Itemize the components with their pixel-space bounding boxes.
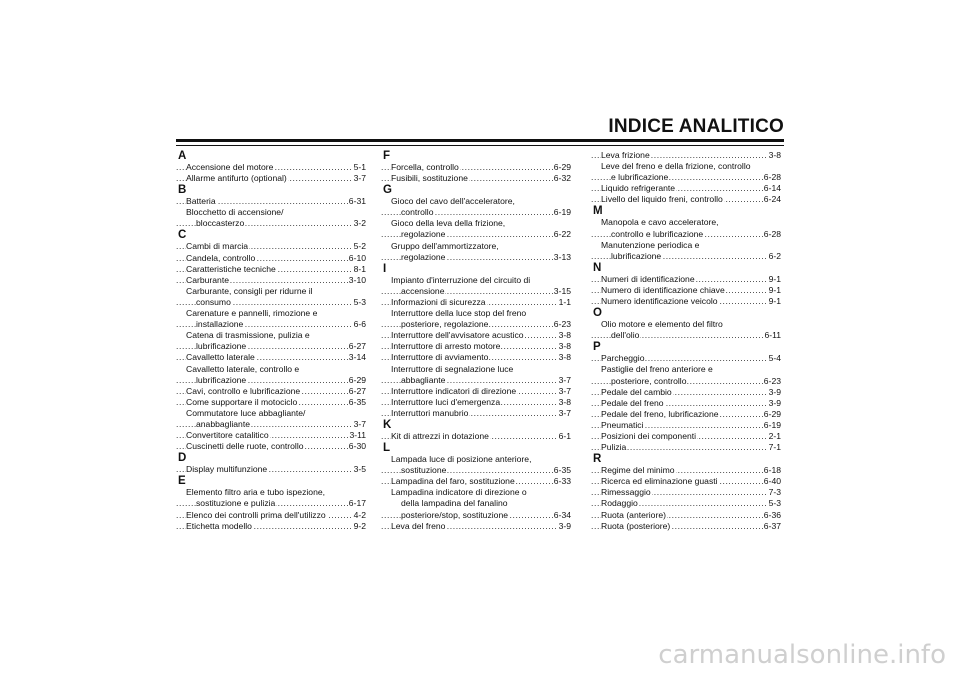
index-entry-page: 7-1 (768, 442, 781, 453)
index-entry (591, 183, 781, 194)
index-entry-page: 6-32 (553, 173, 571, 184)
index-entry-text: Gioco del cavo dell'acceleratore, (391, 196, 515, 207)
index-entry-text: Interruttore di arresto motore (391, 341, 501, 352)
index-entry-text: Numeri di identificazione (601, 273, 695, 284)
index-entry-text: Interruttore di avviamento (391, 352, 489, 363)
index-entry-page: 6-31 (348, 196, 366, 207)
index-entry (381, 521, 571, 532)
index-entry-text: Pedale del cambio (601, 386, 672, 397)
index-entry (591, 476, 781, 487)
index-entry-text: Interruttore indicatori di direzione (391, 385, 517, 396)
index-entry (381, 476, 571, 487)
index-entry (176, 173, 366, 184)
index-entry-text: anabbagliante (196, 418, 251, 429)
index-entry-text: Pastiglie del freno anteriore e (601, 364, 713, 375)
index-entry-text: Leva frizione (601, 150, 650, 160)
index-entry-page: 6-18 (763, 465, 781, 476)
index-entry-page: 3-7 (558, 385, 571, 396)
index-entry-page: 6-23 (763, 375, 781, 386)
index-entry-text: Parcheggio (601, 353, 645, 364)
index-entry (591, 387, 781, 398)
index-entry (591, 285, 781, 296)
index-entry-text: Commutatore luce abbagliante/ (186, 407, 306, 418)
index-entry (381, 364, 571, 375)
index-entry (381, 229, 571, 240)
index-entry (381, 297, 571, 308)
index-entry (176, 286, 366, 297)
index-entry-page: 6-37 (763, 520, 781, 531)
index-entry-page: 3-15 (553, 285, 571, 296)
index-entry-page: 6-11 (764, 330, 781, 341)
index-entry-page: 6-27 (348, 385, 366, 396)
index-entry (176, 430, 366, 441)
index-entry (176, 441, 366, 452)
index-entry-text: posteriore/stop, sostituzione (401, 509, 509, 520)
index-letter-heading: B (178, 184, 187, 197)
index-entry-text: Cambi di marcia (186, 241, 249, 252)
index-letter-heading: C (178, 229, 187, 242)
index-entry-page: 6-6 (353, 319, 366, 330)
index-entry-page: 3-2 (353, 218, 366, 229)
index-entry-page: 3-8 (768, 150, 781, 160)
index-entry (176, 330, 366, 341)
index-entry-text: posteriore, controllo (611, 375, 687, 386)
index-entry-text: Carenature e pannelli, rimozione e (186, 308, 318, 319)
index-entry-text: Elemento filtro aria e tubo ispezione, (186, 487, 326, 498)
index-letter-heading: R (593, 453, 602, 466)
index-entry-page: 3-8 (558, 341, 571, 352)
index-entry (381, 330, 571, 341)
index-entry (381, 487, 571, 498)
index-entry (591, 240, 781, 251)
index-entry-text: Interruttore della luce stop del freno (391, 308, 527, 319)
index-entry (176, 386, 366, 397)
index-entry-page: 3-7 (353, 418, 366, 429)
index-entry (381, 218, 571, 229)
index-entry (381, 352, 571, 363)
index-entry-page: 3-14 (348, 352, 366, 363)
index-entry-text: dell'olio (611, 330, 640, 341)
index-entry (591, 510, 781, 521)
index-letter-heading: M (593, 205, 603, 218)
index-entry-page: 6-29 (763, 408, 781, 419)
index-entry-text: regolazione (401, 229, 446, 240)
index-entry (591, 353, 781, 364)
index-entry-text: Numero identificazione veicolo (601, 296, 718, 307)
index-entry-page: 3-9 (558, 520, 571, 531)
index-entry (591, 376, 781, 387)
index-entry-page: 3-10 (348, 274, 366, 285)
index-letter-heading: F (383, 150, 391, 162)
index-entry-page: 3-7 (353, 173, 366, 184)
index-entry-text: Interruttore luci d'emergenza (391, 396, 501, 407)
index-entry-page: 3-8 (558, 396, 571, 407)
index-entry (591, 296, 781, 307)
index-entry-page: 5-3 (353, 296, 366, 307)
index-entry (591, 409, 781, 420)
index-entry (176, 341, 366, 352)
index-entry-text: posteriore, regolazione (401, 319, 489, 330)
index-entry-text: Fusibili, sostituzione (391, 173, 468, 184)
index-entry-page: 6-19 (553, 207, 571, 218)
index-entry (591, 274, 781, 285)
index-entry-text: Interruttori manubrio (391, 407, 469, 418)
index-entry-text: sostituzione (401, 465, 447, 476)
index-entry (591, 194, 781, 205)
index-column-3 (591, 150, 781, 532)
index-entry (381, 341, 571, 352)
index-entry-page: 6-35 (348, 396, 366, 407)
index-entry-page: 7-3 (768, 487, 781, 498)
index-entry (176, 162, 366, 173)
index-entry-text: Gioco della leva della frizione, (391, 218, 506, 229)
index-entry-page: 6-24 (763, 194, 781, 205)
index-entry-page: 6-28 (763, 172, 781, 183)
index-entry-page: 3-7 (558, 407, 571, 418)
index-entry-text: della lampadina del fanalino (401, 498, 508, 509)
index-entry (176, 487, 366, 498)
index-entry-text: Cavi, controllo e lubrificazione (186, 385, 301, 396)
index-entry-page: 6-1 (558, 430, 571, 441)
index-entry (381, 173, 571, 184)
index-entry (591, 521, 781, 532)
index-entry (381, 241, 571, 252)
index-entry-text: lubrificazione (196, 374, 247, 385)
index-entry-page: 3-11 (349, 430, 366, 441)
index-entry-page: 3-13 (553, 251, 571, 262)
index-entry-page: 6-14 (763, 183, 781, 194)
index-entry (381, 498, 571, 509)
index-entry (176, 297, 366, 308)
index-letter-heading: L (383, 442, 391, 455)
index-entry-text: Manopola e cavo acceleratore, (601, 217, 719, 228)
index-entry-text: Ruota (posteriore) (601, 520, 671, 531)
index-entry-text: accensione (401, 285, 445, 296)
title-rule-thick (176, 139, 784, 142)
index-entry-page: 2-1 (768, 430, 781, 441)
index-entry-text: Pulizia (601, 442, 627, 453)
index-entry (591, 420, 781, 431)
index-entry (176, 253, 366, 264)
index-entry-text: Display multifunzione (186, 464, 268, 475)
index-entry (591, 442, 781, 453)
index-entry (176, 352, 366, 363)
index-entry-text: bloccasterzo (196, 218, 245, 229)
index-entry (591, 319, 781, 330)
index-entry (381, 207, 571, 218)
index-entry-page: 3-9 (768, 386, 781, 397)
index-entry-page: 3-8 (558, 330, 571, 341)
index-entry (381, 286, 571, 297)
index-entry-page: 6-30 (348, 441, 366, 452)
index-entry (176, 319, 366, 330)
index-entry-text: Informazioni di sicurezza (391, 296, 486, 307)
index-entry-text: Liquido refrigerante (601, 183, 676, 194)
index-entry (591, 364, 781, 375)
index-entry-text: Livello del liquido freni, controllo (601, 194, 723, 205)
index-entry (381, 408, 571, 419)
index-entry-text: Pedale del freno, lubrificazione (601, 408, 719, 419)
index-entry-page: 8-1 (353, 263, 366, 274)
index-entry-text: Leve del freno e della frizione, controllo (601, 161, 751, 172)
index-entry-text: e lubrificazione (611, 172, 669, 183)
index-entry-page: 3-9 (768, 397, 781, 408)
index-entry-text: abbagliante (401, 374, 446, 385)
index-entry (176, 364, 366, 375)
index-entry-text: controllo (401, 207, 434, 218)
index-entry (176, 521, 366, 532)
watermark: carmanualsonline.info (658, 640, 946, 670)
index-entry-text: Candela, controllo (186, 252, 256, 263)
index-entry-text: Gruppo dell'ammortizzatore, (391, 240, 499, 251)
index-entry-page: 6-34 (553, 509, 571, 520)
index-entry (176, 375, 366, 386)
index-entry (381, 431, 571, 442)
index-entry-page: 6-17 (348, 498, 366, 509)
index-entry-text: Rimessaggio (601, 487, 651, 498)
index-entry (176, 397, 366, 408)
index-entry-text: Allarme antifurto (optional) (186, 173, 287, 184)
index-entry-text: Posizioni dei componenti (601, 430, 697, 441)
index-entry (591, 161, 781, 172)
index-entry-page: 6-35 (553, 465, 571, 476)
index-entry (381, 308, 571, 319)
index-entry-text: Ruota (anteriore) (601, 509, 666, 520)
index-entry-text: sostituzione e pulizia (196, 498, 276, 509)
index-entry-page: 6-23 (553, 319, 571, 330)
index-entry-text: Pneumatici (601, 419, 644, 430)
index-letter-heading: N (593, 261, 602, 274)
index-entry (176, 408, 366, 419)
index-entry-text: Caratteristiche tecniche (186, 263, 276, 274)
index-entry (381, 196, 571, 207)
index-entry (176, 196, 366, 207)
index-column-1 (176, 150, 366, 532)
index-letter-heading: A (178, 150, 187, 162)
index-letter-heading: O (593, 307, 602, 320)
index-entry-text: Olio motore e elemento del filtro (601, 319, 723, 330)
index-entry (591, 150, 781, 161)
index-entry (176, 498, 366, 509)
index-entry-text: Accensione del motore (186, 162, 274, 172)
index-entry-page: 6-36 (763, 509, 781, 520)
index-entry (176, 264, 366, 275)
index-entry-text: Rodaggio (601, 498, 638, 509)
index-entry-text: Lampadina del faro, sostituzione (391, 476, 515, 487)
index-entry (591, 172, 781, 183)
index-entry (176, 275, 366, 286)
index-entry (176, 419, 366, 430)
index-letter-heading: P (593, 341, 601, 354)
index-entry (591, 398, 781, 409)
index-entry (176, 207, 366, 218)
index-letter-heading: D (178, 452, 187, 465)
index-column-2 (381, 150, 571, 532)
index-entry-page: 5-4 (768, 353, 781, 364)
index-entry-text: Forcella, controllo (391, 162, 459, 172)
index-entry-page: 6-27 (348, 341, 366, 352)
index-entry-text: Elenco dei controlli prima dell'utilizzo (186, 509, 326, 520)
index-entry-page: 6-2 (768, 250, 781, 261)
index-letter-heading: I (383, 262, 387, 275)
index-letter-heading: G (383, 184, 392, 197)
index-entry-text: Carburante, consigli per ridurne il (186, 285, 313, 296)
index-entry-page: 9-2 (353, 520, 366, 531)
index-entry (591, 498, 781, 509)
index-entry-page: 3-7 (558, 374, 571, 385)
index-entry (381, 162, 571, 173)
index-entry-text: Manutenzione periodica e (601, 239, 700, 250)
index-entry (381, 252, 571, 263)
index-entry (381, 465, 571, 476)
index-entry-text: Come supportare il motociclo (186, 396, 298, 407)
index-entry-text: Lampadina indicatore di direzione o (391, 487, 527, 498)
index-entry-text: consumo (196, 296, 231, 307)
index-entry-text: Lampada luce di posizione anteriore, (391, 454, 532, 465)
index-entry-page: 5-2 (353, 241, 366, 252)
index-entry-page: 3-8 (558, 352, 571, 363)
index-entry-text: lubrificazione (196, 341, 247, 352)
index-entry (176, 308, 366, 319)
index-entry-page: 4-2 (353, 509, 366, 520)
index-entry (591, 487, 781, 498)
index-entry-page: 6-22 (553, 229, 571, 240)
index-entry-text: installazione (196, 319, 244, 330)
index-entry-page: 6-29 (553, 162, 571, 172)
index-entry-page: 6-29 (348, 374, 366, 385)
index-entry-page: 6-28 (763, 228, 781, 239)
index-entry (176, 241, 366, 252)
index-letter-heading: K (383, 418, 392, 431)
index-entry (381, 386, 571, 397)
index-entry-page: 9-1 (768, 284, 781, 295)
index-entry (381, 510, 571, 521)
index-entry-text: lubrificazione (611, 250, 662, 261)
index-entry (591, 229, 781, 240)
index-entry-text: Interruttore dell'avvisatore acustico (391, 330, 524, 341)
index-entry (591, 217, 781, 228)
index-entry-text: Batteria (186, 196, 216, 207)
index-entry-page: 6-33 (553, 476, 571, 487)
index-entry (381, 397, 571, 408)
index-entry-text: Cuscinetti delle ruote, controllo (186, 441, 304, 452)
index-entry (381, 454, 571, 465)
index-entry-text: Impianto d'interruzione del circuito di (391, 274, 531, 285)
index-entry-page: 5-3 (768, 498, 781, 509)
index-entry-page: 9-1 (768, 296, 781, 307)
page-title: INDICE ANALITICO (608, 116, 784, 137)
index-entry-page: 3-5 (353, 464, 366, 475)
index-entry-text: regolazione (401, 251, 446, 262)
index-entry-text: Pedale del freno (601, 397, 664, 408)
index-entry (176, 218, 366, 229)
index-entry-page: 6-40 (763, 476, 781, 487)
index-entry-page: 5-1 (353, 162, 366, 172)
index-entry-page: 6-10 (348, 252, 366, 263)
index-entry-text: Numero di identificazione chiave (601, 284, 725, 295)
index-entry-text: Cavalletto laterale (186, 352, 255, 363)
index-entry-text: Blocchetto di accensione/ (186, 207, 284, 218)
index-entry-text: Leva del freno (391, 520, 446, 531)
index-entry-text: Interruttore di segnalazione luce (391, 363, 514, 374)
index-entry-text: Regime del minimo (601, 465, 675, 476)
index-entry-text: Catena di trasmissione, pulizia e (186, 330, 310, 341)
index-entry (591, 431, 781, 442)
index-entry (381, 319, 571, 330)
index-entry-text: Ricerca ed eliminazione guasti (601, 476, 718, 487)
index-entry (591, 465, 781, 476)
index-entry (591, 251, 781, 262)
index-entry-text: Kit di attrezzi in dotazione (391, 430, 489, 441)
index-entry-page: 9-1 (768, 273, 781, 284)
title-rule-thin (176, 145, 784, 146)
index-entry-text: Convertitore catalitico (186, 430, 269, 441)
index-entry (176, 464, 366, 475)
index-letter-heading: E (178, 475, 186, 488)
index-entry-page: 1-1 (558, 296, 571, 307)
index-entry-text: Carburante (186, 274, 229, 285)
index-entry (176, 510, 366, 521)
index-entry-text: controllo e lubrificazione (611, 228, 704, 239)
index-entry (381, 275, 571, 286)
index-entry (381, 375, 571, 386)
index-entry-text: Etichetta modello (186, 520, 252, 531)
index-entry (591, 330, 781, 341)
index-entry-text: Cavalletto laterale, controllo e (186, 363, 300, 374)
index-entry-page: 6-19 (763, 419, 781, 430)
